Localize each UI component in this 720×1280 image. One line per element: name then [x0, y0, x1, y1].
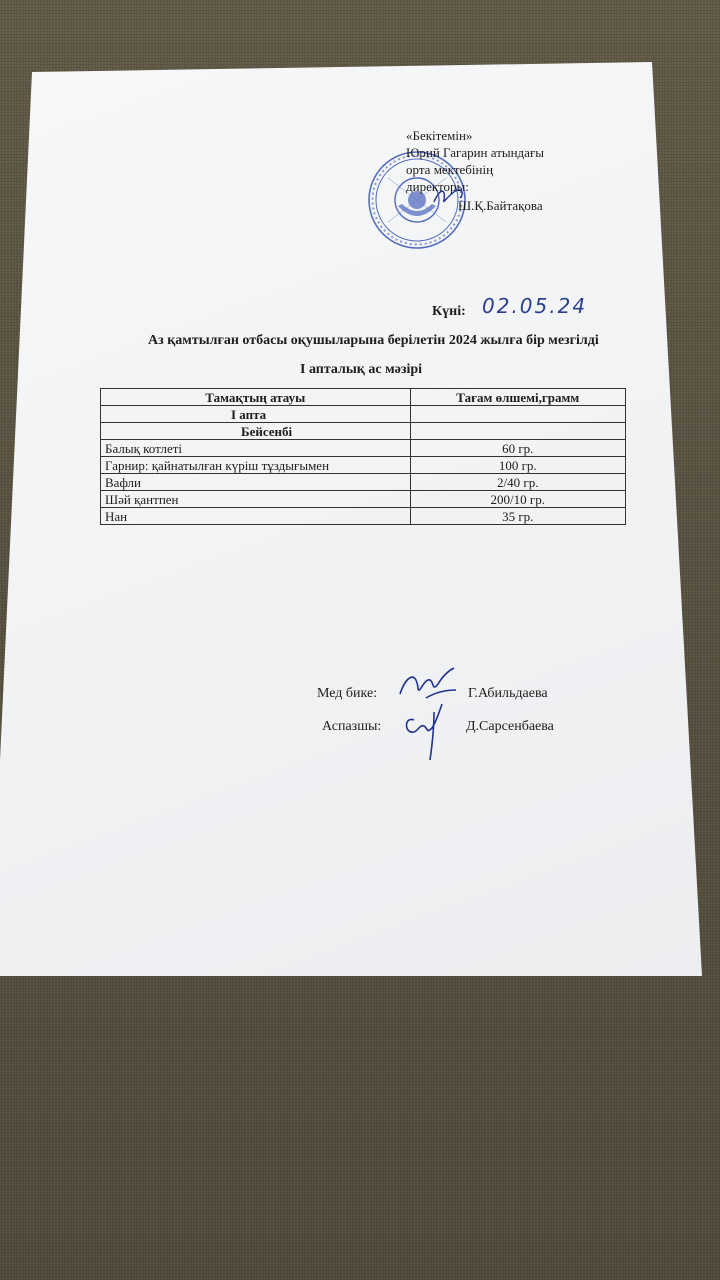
column-header-name: Тамақтың атауы	[101, 389, 411, 406]
table-row	[101, 508, 626, 525]
dish-name: Гарнир: қайнатылған күріш тұздығымен	[101, 457, 411, 474]
nurse-name: Г.Абильдаева	[468, 686, 548, 701]
dish-amount: 200/10 гр.	[410, 491, 625, 508]
dish-name: Вафли	[101, 474, 411, 491]
date-value: 02.05.24	[482, 294, 588, 318]
dish-name: Балық котлеті	[101, 440, 411, 457]
approval-line-3: орта мектебінің	[406, 162, 494, 177]
nurse-label: Мед бике:	[317, 686, 378, 701]
table-row	[101, 440, 626, 457]
table-row-day	[101, 423, 626, 440]
menu-table	[100, 388, 626, 525]
date-label: Күні:	[432, 304, 466, 319]
dish-amount: 2/40 гр.	[410, 474, 625, 491]
cook-name: Д.Сарсенбаева	[466, 719, 554, 734]
table-row	[101, 491, 626, 508]
table-header-row	[101, 389, 626, 406]
approval-line-2: Юрий Гагарин атындағы	[406, 145, 545, 160]
dish-name: Шәй қантпен	[101, 491, 411, 508]
cook-label: Аспазшы:	[322, 719, 382, 734]
table-row	[101, 474, 626, 491]
director-signature-icon	[432, 184, 466, 208]
empty-cell	[410, 423, 625, 440]
dish-name: Нан	[101, 508, 411, 525]
dish-amount: 60 гр.	[410, 440, 625, 457]
director-name: Ш.Қ.Байтақова	[458, 198, 543, 213]
dish-amount: 100 гр.	[410, 457, 625, 474]
day-label: Бейсенбі	[101, 423, 411, 440]
table-row-week	[101, 406, 626, 423]
empty-cell	[410, 406, 625, 423]
table-row	[101, 457, 626, 474]
cook-signature-icon	[400, 698, 450, 764]
approval-line-1: «Бекітемін»	[406, 128, 473, 143]
approval-line-4: директоры:	[406, 179, 469, 194]
document-title: Аз қамтылған отбасы оқушыларына берілетін 2024 жылға бір мезгілді	[148, 333, 599, 348]
column-header-amount: Тағам өлшемі,грамм	[410, 389, 625, 406]
document-subtitle: I апталық ас мәзірі	[300, 362, 423, 377]
week-label: I апта	[101, 406, 411, 423]
dish-amount: 35 гр.	[410, 508, 625, 525]
